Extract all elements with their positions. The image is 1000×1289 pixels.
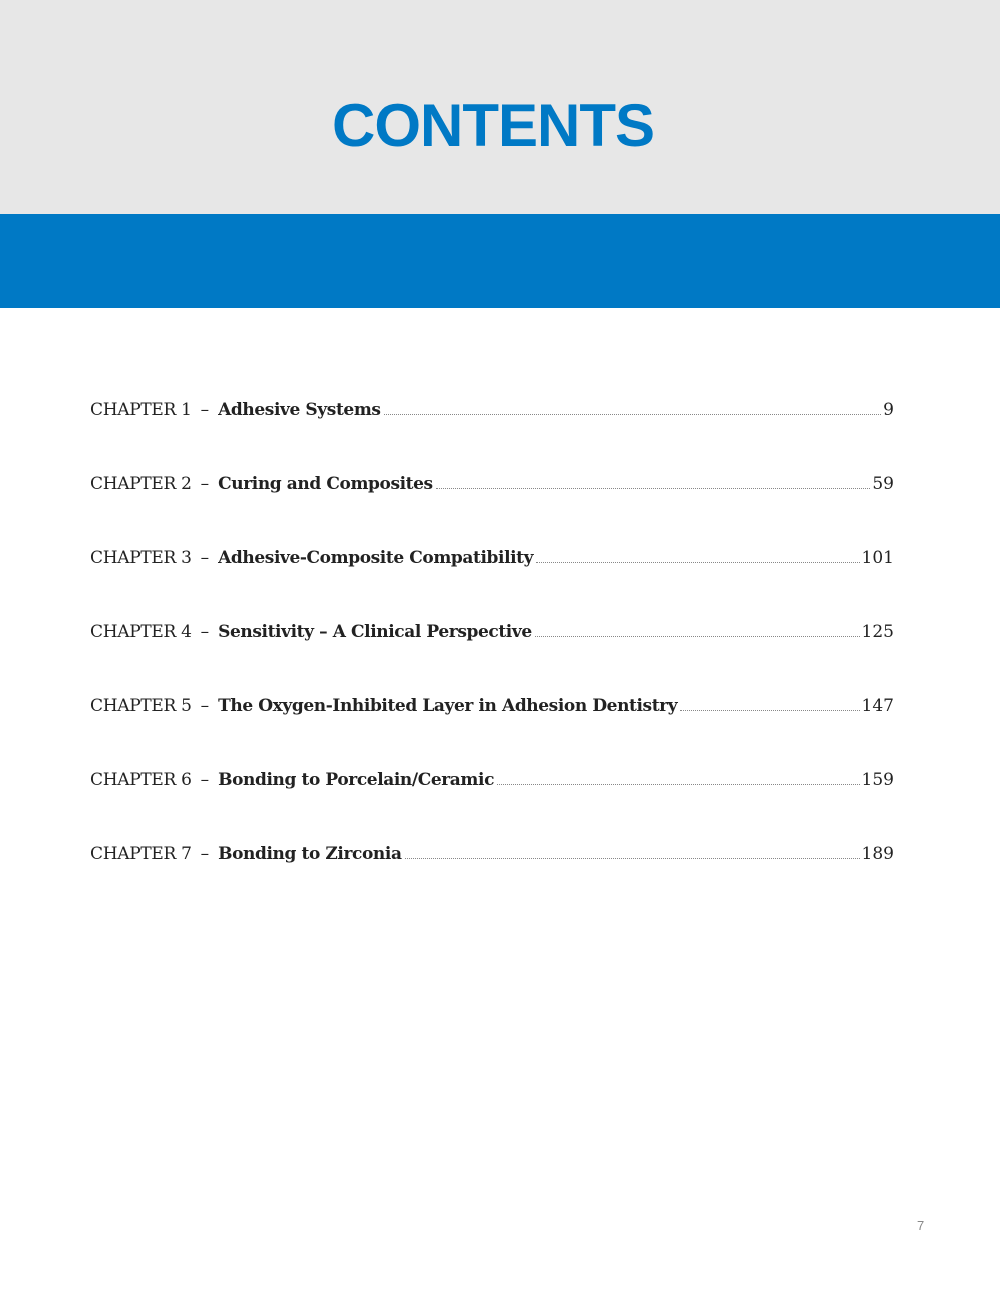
chapter-title: The Oxygen-Inhibited Layer in Adhesion Dentistry [218,696,678,716]
separator: – [200,844,210,864]
separator: – [200,400,210,420]
page-ref: 9 [883,400,894,420]
toc-entry[interactable] [90,400,894,474]
chapter-label: CHAPTER 7 [90,844,192,864]
dot-leader [436,487,871,489]
page-ref: 59 [872,474,894,494]
separator: – [200,474,210,494]
chapter-title: Adhesive-Composite Compatibility [218,548,534,568]
chapter-title: Bonding to Zirconia [218,844,402,864]
toc-entry[interactable] [90,696,894,770]
page-ref: 189 [861,844,894,864]
separator: – [200,770,210,790]
table-of-contents [90,400,894,918]
separator: – [200,622,210,642]
page-ref: 159 [861,770,894,790]
toc-entry[interactable] [90,844,894,918]
chapter-label: CHAPTER 6 [90,770,192,790]
chapter-label: CHAPTER 5 [90,696,192,716]
page-ref: 125 [861,622,894,642]
dot-leader [405,857,860,859]
chapter-label: CHAPTER 3 [90,548,192,568]
chapter-title: Bonding to Porcelain/Ceramic [218,770,495,790]
separator: – [200,548,210,568]
chapter-label: CHAPTER 2 [90,474,192,494]
dot-leader [535,635,860,637]
dot-leader [680,709,859,711]
dot-leader [384,413,882,415]
page-number: 7 [917,1218,925,1233]
dot-leader [497,783,860,785]
dot-leader [536,561,859,563]
chapter-title: Sensitivity – A Clinical Perspective [218,622,532,642]
chapter-title: Curing and Composites [218,474,433,494]
toc-entry[interactable] [90,770,894,844]
page-ref: 147 [861,696,894,716]
page-ref: 101 [861,548,894,568]
separator: – [200,696,210,716]
toc-entry[interactable] [90,474,894,548]
chapter-title: Adhesive Systems [218,400,381,420]
toc-entry[interactable] [90,622,894,696]
chapter-label: CHAPTER 4 [90,622,192,642]
chapter-label: CHAPTER 1 [90,400,192,420]
toc-entry[interactable] [90,548,894,622]
page-title: CONTENTS [332,92,654,159]
blue-band [0,214,1000,308]
